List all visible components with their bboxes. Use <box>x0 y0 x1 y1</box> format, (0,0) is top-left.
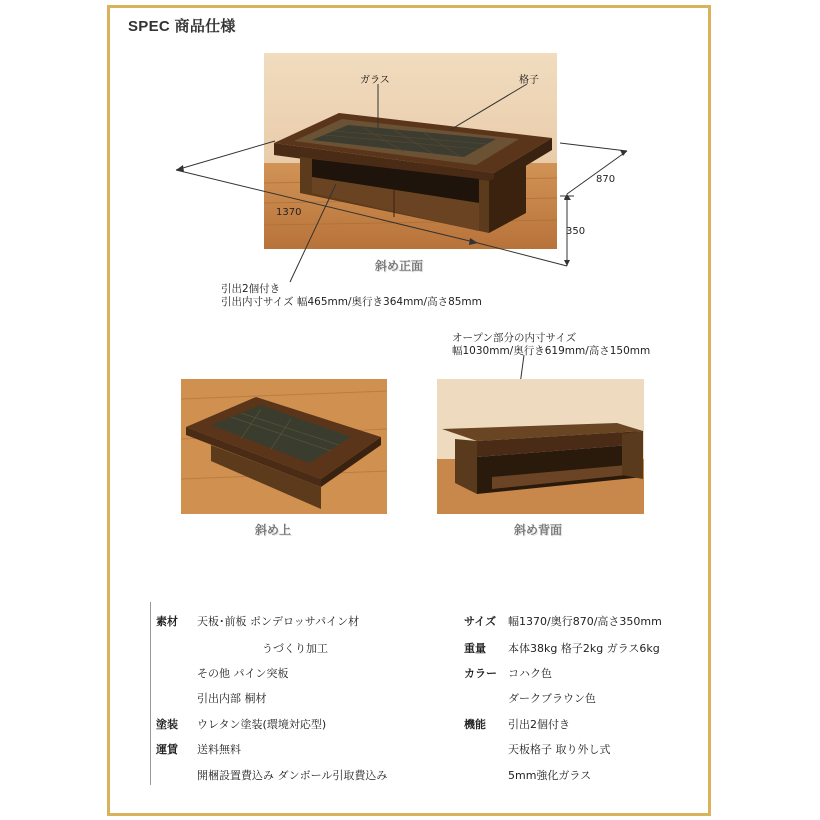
top-angle-photo <box>181 379 387 514</box>
glass-label: ガラス <box>360 75 390 86</box>
width-dimension: 1370 <box>276 207 302 218</box>
open-space-note-line: オープン部分の内寸サイズ <box>452 332 577 344</box>
spec-table-divider <box>150 602 151 785</box>
top-angle-caption: 斜め上 <box>255 523 292 537</box>
spec-value: コハク色 <box>508 667 552 680</box>
spec-value: その他 パイン突板 <box>197 667 289 680</box>
open-space-note <box>452 332 650 358</box>
table-back-view-illustration <box>437 379 644 514</box>
spec-value: ウレタン塗装(環境対応型) <box>197 718 327 731</box>
drawer-note <box>221 283 482 309</box>
spec-label: 塗装 <box>156 718 178 731</box>
spec-value: 本体38kg 格子2kg ガラス6kg <box>508 642 660 655</box>
back-angle-caption: 斜め背面 <box>514 523 563 537</box>
spec-value: 送料無料 <box>197 743 241 756</box>
depth-dimension: 870 <box>596 174 616 185</box>
main-photo-caption: 斜め正面 <box>375 259 424 273</box>
spec-value: 引出2個付き <box>508 718 570 731</box>
spec-label: 重量 <box>464 642 486 655</box>
page-title: SPEC 商品仕様 <box>128 18 236 35</box>
spec-label: 機能 <box>464 718 486 731</box>
spec-value: 幅1370/奥行870/高さ350mm <box>508 615 662 628</box>
height-dimension: 350 <box>566 226 586 237</box>
spec-label: 運賃 <box>156 743 178 756</box>
spec-value: 開梱設置費込み ダンボール引取費込み <box>197 769 388 782</box>
spec-label: サイズ <box>464 615 497 628</box>
table-top-view-illustration <box>181 379 387 514</box>
open-space-note-line: 幅1030mm/奥行き619mm/高さ150mm <box>452 345 651 357</box>
spec-value: 天板格子 取り外し式 <box>508 743 611 756</box>
spec-value: ダークブラウン色 <box>508 692 596 705</box>
spec-value: 5mm強化ガラス <box>508 769 592 782</box>
spec-label: 素材 <box>156 615 178 628</box>
spec-value: 引出内部 桐材 <box>197 692 267 705</box>
drawer-note-line: 引出内寸サイズ 幅465mm/奥行き364mm/高さ85mm <box>221 296 482 308</box>
spec-label: カラー <box>464 667 497 680</box>
lattice-label: 格子 <box>519 75 539 86</box>
spec-value: うづくり加工 <box>262 642 328 655</box>
back-angle-photo <box>437 379 644 514</box>
drawer-note-line: 引出2個付き <box>221 283 281 295</box>
spec-value: 天板･前板 ポンデロッサパイン材 <box>197 615 360 628</box>
